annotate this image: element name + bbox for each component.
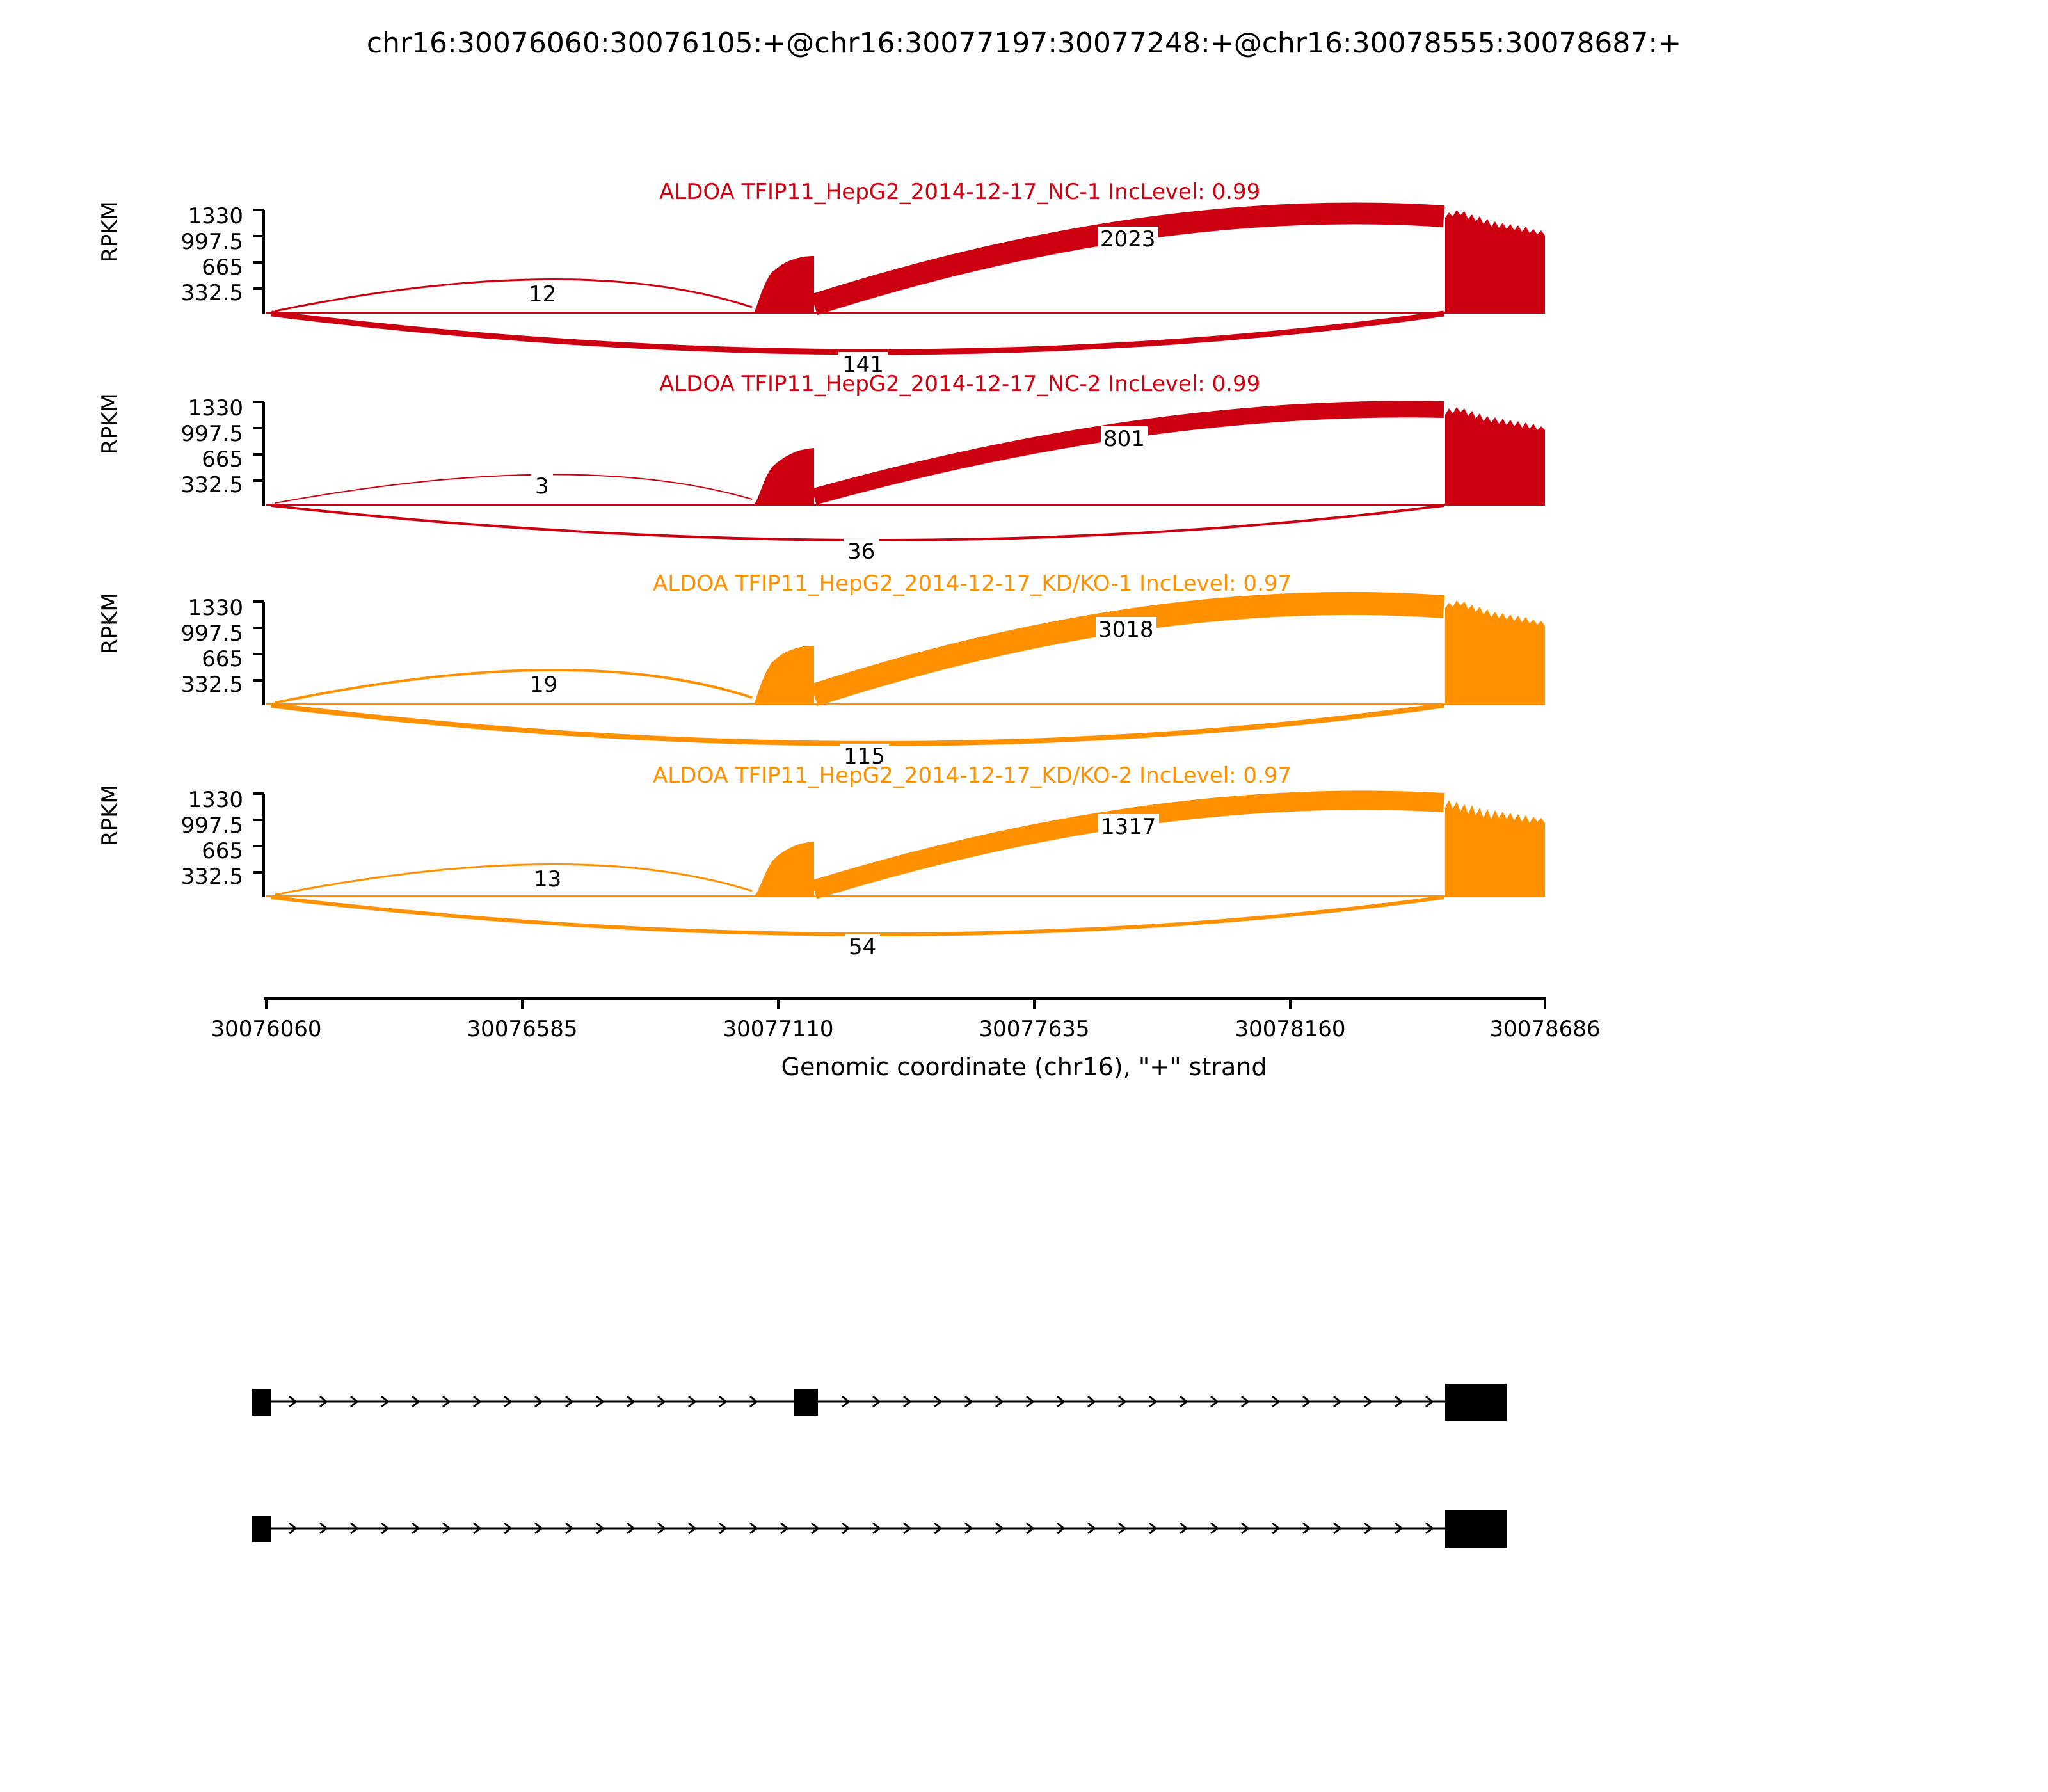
page-title: chr16:30076060:30076105:+@chr16:30077197:30077248:+@chr16:30078555:30078687:+	[366, 27, 1682, 60]
y-axis-label-kd-2: RPKM	[97, 785, 123, 846]
transcript-models	[0, 1344, 2048, 1613]
transcript-inclusion-isoform	[252, 1384, 1507, 1421]
y-tick: 1330	[188, 787, 243, 813]
x-tick-label: 30076060	[211, 1016, 322, 1042]
x-axis-title: Genomic coordinate (chr16), "+" strand	[781, 1053, 1267, 1081]
junction-read-count: 19	[526, 672, 561, 698]
x-tick-label: 30077635	[979, 1016, 1090, 1042]
transcript-svg	[0, 1344, 2048, 1613]
y-tick: 997.5	[180, 813, 243, 838]
junction-read-count: 3	[531, 474, 553, 499]
y-tick: 1330	[188, 204, 243, 229]
y-tick: 332.5	[180, 672, 243, 698]
sashimi-plot-kd-1	[0, 571, 2048, 763]
x-tick-label: 30078686	[1489, 1016, 1601, 1042]
sashimi-panel-kd-2	[0, 763, 2048, 960]
x-tick-label: 30077110	[723, 1016, 834, 1042]
junction-read-count: 36	[844, 539, 879, 564]
y-tick: 665	[202, 447, 243, 472]
y-axis-label-nc-1: RPKM	[97, 201, 123, 262]
y-tick: 665	[202, 646, 243, 672]
y-axis-label-nc-2: RPKM	[97, 393, 123, 454]
junction-read-count: 801	[1101, 426, 1148, 452]
y-tick: 665	[202, 838, 243, 864]
y-tick: 1330	[188, 396, 243, 421]
junction-read-count: 12	[525, 282, 560, 307]
y-tick: 332.5	[180, 864, 243, 890]
sashimi-plot-kd-2	[0, 763, 2048, 955]
junction-read-count: 2023	[1098, 227, 1158, 252]
y-tick: 332.5	[180, 472, 243, 498]
y-tick: 1330	[188, 595, 243, 621]
panel-title-nc-1: ALDOA TFIP11_HepG2_2014-12-17_NC-1 IncLevel: 0.99	[659, 179, 1261, 205]
junction-read-count: 115	[840, 744, 889, 769]
panel-title-kd-1: ALDOA TFIP11_HepG2_2014-12-17_KD/KO-1 IncLevel: 0.97	[653, 571, 1292, 596]
y-tick: 997.5	[180, 229, 243, 255]
junction-read-count: 141	[838, 352, 888, 378]
transcript-skipping-isoform	[252, 1510, 1507, 1548]
sashimi-panel-nc-2	[0, 371, 2048, 563]
junction-read-count: 13	[530, 867, 565, 892]
y-tick: 997.5	[180, 621, 243, 646]
y-tick: 665	[202, 255, 243, 280]
junction-read-count: 54	[845, 934, 880, 960]
y-tick: 332.5	[180, 280, 243, 306]
x-tick-label: 30078160	[1235, 1016, 1346, 1042]
sashimi-plot-nc-1	[0, 179, 2048, 371]
junction-read-count: 3018	[1096, 617, 1156, 643]
y-axis-label-kd-1: RPKM	[97, 593, 123, 654]
junction-read-count: 1317	[1098, 814, 1159, 840]
x-tick-label: 30076585	[467, 1016, 578, 1042]
sashimi-panel-kd-1	[0, 571, 2048, 769]
panel-title-nc-2: ALDOA TFIP11_HepG2_2014-12-17_NC-2 IncLevel: 0.99	[659, 371, 1261, 397]
y-tick: 997.5	[180, 421, 243, 447]
panel-title-kd-2: ALDOA TFIP11_HepG2_2014-12-17_KD/KO-2 IncLevel: 0.97	[653, 763, 1292, 788]
sashimi-panel-nc-1	[0, 179, 2048, 378]
sashimi-plot-nc-2	[0, 371, 2048, 563]
